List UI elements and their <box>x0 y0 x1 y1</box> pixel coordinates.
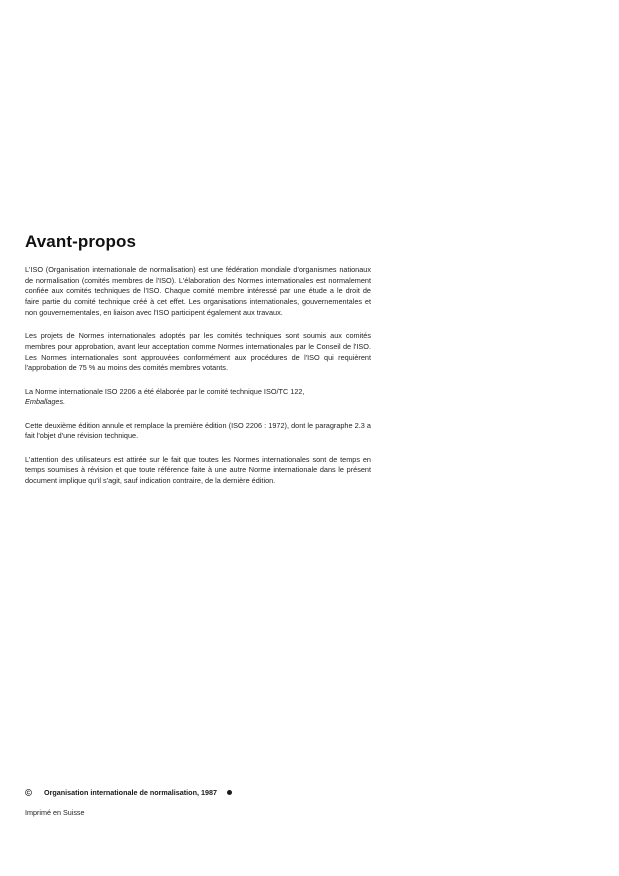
paragraph-edition-note: Cette deuxième édition annule et remplace la première édition (ISO 2206 : 1972), dont le paragraphe 2.3 a fait l'objet d'une révision technique. <box>25 420 371 441</box>
copyright-text: Organisation internationale de normalisation, 1987 <box>44 788 217 797</box>
foreword-body <box>25 265 371 499</box>
copyright-line <box>25 788 232 797</box>
printed-in-text: Imprimé en Suisse <box>25 808 85 817</box>
paragraph-technical-committee <box>25 387 371 408</box>
page-title: Avant-propos <box>25 232 137 251</box>
copyright-icon <box>25 789 32 796</box>
paragraph-revision-notice: L'attention des utilisateurs est attirée sur le fait que toutes les Normes internationales sont de temps en temps soumises à révision et que toute référence faite à une autre Norme internationale dans le présent document implique qu'il s'agit, sauf indication contraire, de la dernière édition. <box>25 454 371 485</box>
paragraph-iso-description: L'ISO (Organisation internationale de normalisation) est une fédération mondiale d'organismes nationaux de normalisation (comités membres de l'ISO). L'élaboration des Normes internationales est normalement confiée aux comités techniques de l'ISO. Chaque comité membre intéressé par une étude a le droit de faire partie du comité technique créé à cet effet. Les organisations internationales, gouvernementales et non gouvernementales, en liaison avec l'ISO participent également aux travaux. <box>25 265 371 317</box>
bullet-icon <box>227 790 232 795</box>
paragraph-approval-process: Les projets de Normes internationales adoptés par les comités techniques sont soumis aux comités membres pour approbation, avant leur acceptation comme Normes internationales par le Conseil de l'ISO. Les Normes internationales sont approuvées conformément aux procédures de l'ISO qui requièrent l'approbation de 75 % au moins des comités membres votants. <box>25 331 371 373</box>
technical-committee-text: La Norme internationale ISO 2206 a été élaborée par le comité technique ISO/TC 122, <box>25 386 305 396</box>
committee-name: Emballages. <box>25 397 66 407</box>
